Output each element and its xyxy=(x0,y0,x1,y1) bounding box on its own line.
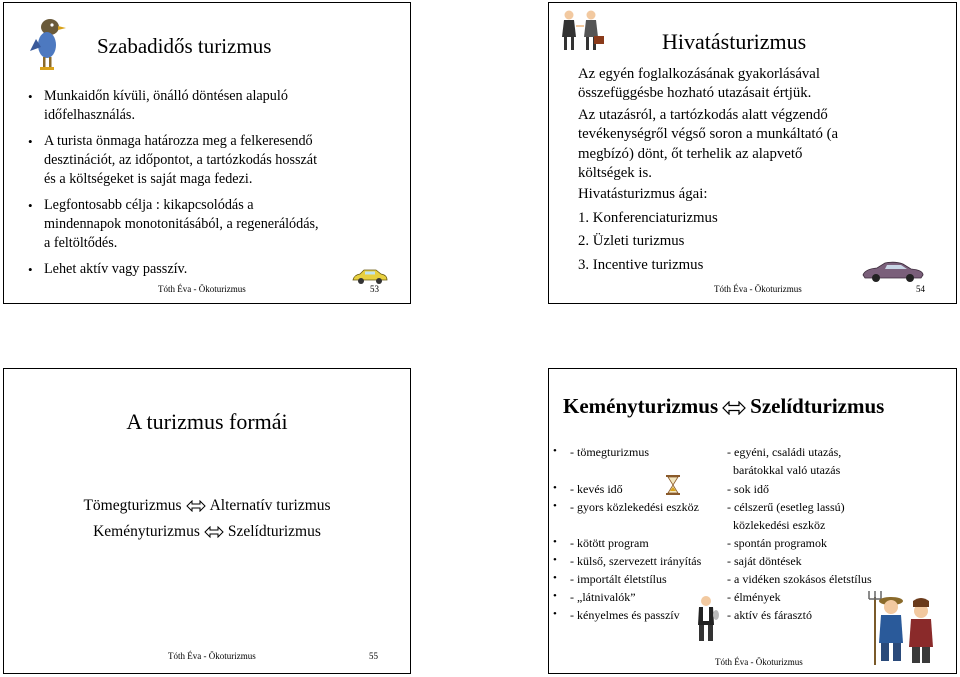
farmer-icon xyxy=(867,587,939,667)
list-item: 3. Incentive turizmus xyxy=(578,256,704,273)
waiter-icon xyxy=(693,595,719,645)
paragraph-line: költségek is. xyxy=(578,165,652,182)
double-arrow-icon xyxy=(186,500,206,512)
paragraph-line: Az utazásról, a tartózkodás alatt végzendő xyxy=(578,106,828,123)
page-number: 54 xyxy=(916,284,925,294)
slide-kemeny-szelid-turizmus xyxy=(548,368,957,674)
bullet-line: • A turista önmaga határozza meg a felkeresendő xyxy=(44,133,313,149)
subheading: Hivatásturizmus ágai: xyxy=(578,186,708,203)
paragraph xyxy=(578,65,948,104)
bullet-item xyxy=(25,87,405,125)
left-term: Tömegturizmus xyxy=(83,497,182,514)
title-right: Szelídturizmus xyxy=(750,394,885,418)
paragraph-line: Az egyén foglalkozásának gyakorlásával xyxy=(578,66,820,82)
comparison-line xyxy=(4,497,410,515)
slide-title: Hivatásturizmus xyxy=(662,29,807,54)
paragraph-line: összefüggésbe hozható utazásait értjük. xyxy=(578,85,812,102)
double-arrow-icon xyxy=(204,526,224,538)
szelid-cell: - egyéni, családi utazás, xyxy=(727,445,842,459)
slide-turizmus-formai xyxy=(3,368,411,674)
bullet-marker: • xyxy=(553,500,557,512)
bullet-item xyxy=(25,196,405,253)
bullet-marker: • xyxy=(553,554,557,566)
kemeny-cell: - importált életstílus xyxy=(570,572,667,586)
bullet-marker: • xyxy=(553,482,557,494)
slide-footer: Tóth Éva - Ökoturizmus xyxy=(715,657,803,667)
bullet-line: • Lehet aktív vagy passzív. xyxy=(44,261,188,277)
kemeny-cell: - kevés idő xyxy=(570,482,623,496)
kemeny-cell: - gyors közlekedési eszköz xyxy=(570,500,699,514)
slide-title: Szabadidős turizmus xyxy=(97,34,272,58)
kemeny-cell: - „látnivalók” xyxy=(570,590,636,604)
szelid-cell: - sok idő xyxy=(727,482,769,496)
right-term: Szelídturizmus xyxy=(227,523,321,540)
bullet-list xyxy=(25,87,405,286)
bullet-line: a feltöltődés. xyxy=(44,235,118,251)
list-item: 2. Üzleti turizmus xyxy=(578,233,685,250)
slide-body xyxy=(578,65,948,279)
right-term: Alternatív turizmus xyxy=(209,497,331,514)
bullet-marker: • xyxy=(553,608,557,620)
bullet-marker: • xyxy=(553,445,557,457)
slide-szabadidos-turizmus xyxy=(3,2,411,304)
paragraph-line: tevékenységről végső soron a munkáltató (a xyxy=(578,126,839,143)
szelid-cell: - a vidéken szokásos életstílus xyxy=(727,572,872,586)
bullet-line: desztinációt, az időpontot, a tartózkodás hosszát xyxy=(44,152,318,168)
bullet-item xyxy=(25,132,405,189)
title-left: Keményturizmus xyxy=(563,394,719,418)
sports-car-icon xyxy=(861,259,925,283)
szelid-cell: - saját döntések xyxy=(727,554,802,568)
szelid-cell: - aktív és fárasztó xyxy=(727,608,812,622)
bullet-marker: • xyxy=(553,572,557,584)
slide-footer: Tóth Éva - Ökoturizmus xyxy=(714,284,802,294)
szelid-cell: közlekedési eszköz xyxy=(727,518,826,532)
businesspeople-icon xyxy=(559,9,605,53)
slide-hivatasturizmus xyxy=(548,2,957,304)
kemeny-cell: - tömegturizmus xyxy=(570,445,649,459)
page-number: 53 xyxy=(370,284,379,294)
kemeny-cell: - kényelmes és passzív xyxy=(570,608,680,622)
bullet-line: • Munkaidőn kívüli, önálló döntésen alapuló xyxy=(44,88,288,104)
left-term: Keményturizmus xyxy=(93,523,200,540)
paragraph xyxy=(578,106,948,184)
kemeny-cell: - külső, szervezett irányítás xyxy=(570,554,702,568)
slide-footer: Tóth Éva - Ökoturizmus xyxy=(158,284,246,294)
bird-icon xyxy=(30,17,66,71)
szelid-cell: barátokkal való utazás xyxy=(727,463,841,477)
page-number: 55 xyxy=(369,651,378,661)
bullet-line: és a költségeket is saját maga fedezi. xyxy=(44,171,253,187)
szelid-cell: - spontán programok xyxy=(727,536,827,550)
bullet-marker: • xyxy=(553,536,557,548)
slide-footer: Tóth Éva - Ökoturizmus xyxy=(168,651,256,661)
bullet-line: időfelhasználás. xyxy=(44,107,135,123)
bullet-item xyxy=(25,260,405,279)
kemeny-cell: - kötött program xyxy=(570,536,649,550)
slide-title: A turizmus formái xyxy=(126,409,288,434)
paragraph-line: megbízó) dönt, őt terhelik az alapvető xyxy=(578,145,803,162)
slide-title xyxy=(563,394,884,419)
szelid-cell: - célszerű (esetleg lassú) xyxy=(727,500,845,514)
hourglass-icon xyxy=(666,475,680,495)
comparison-line xyxy=(4,523,410,541)
bullet-marker: • xyxy=(553,590,557,602)
bullet-line: • Legfontosabb célja : kikapcsolódás a xyxy=(44,197,254,213)
double-arrow-icon xyxy=(722,401,746,415)
list-item: 1. Konferenciaturizmus xyxy=(578,209,718,226)
bullet-line: mindennapok monotonitásából, a regenerálódás, xyxy=(44,216,319,232)
szelid-cell: - élmények xyxy=(727,590,781,604)
